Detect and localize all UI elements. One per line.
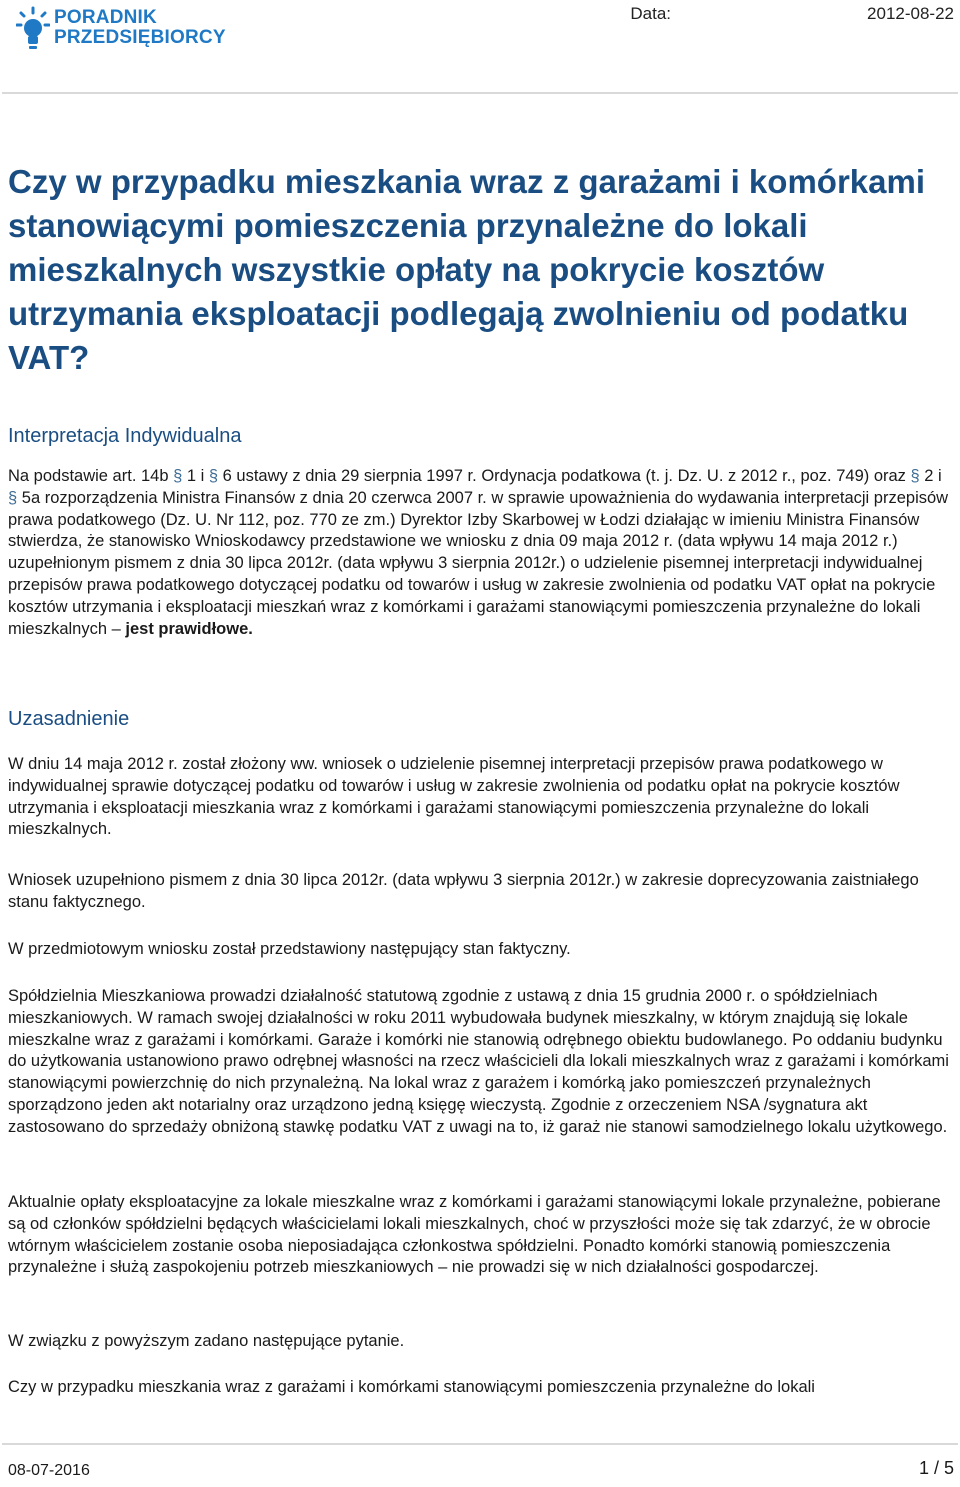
date-value: 2012-08-22: [867, 4, 954, 23]
logo-line2: PRZEDSIĘBIORCY: [54, 27, 226, 48]
intro-text-e: 5a rozporządzenia Ministra Finansów z dnia 20 czerwca 2007 r. w sprawie upoważnienia do wydawania interpretacji przepisów prawa podatkowego (Dz. U. Nr 112, poz. 770 ze zm.): [8, 488, 949, 529]
footer-date: 08-07-2016: [8, 1462, 90, 1479]
section-sign-icon: §: [173, 467, 187, 485]
date-label: Data:: [630, 4, 672, 23]
page-number: 1 / 5: [918, 1458, 954, 1478]
intro-text-c: 6 ustawy z dnia 29 sierpnia 1997 r. Ordynacja podatkowa (t. j. Dz. U. z 2012 r., poz. 749) oraz: [222, 467, 911, 485]
footer-divider: [2, 1443, 958, 1445]
intro-text-f: Dyrektor Izby Skarbowej w Łodzi działając w imieniu Ministra Finansów stwierdza, że stanowisko Wnioskodawcy przedstawione we wniosku z dnia 09 maja 2012 r. (data wpływu 14 maja 2012 r.) uzupełnionym pismem z dnia 30 lipca 2012r. (data wpływu 3 sierpnia 2012r.) o udzielenie pisemnej interpretacji indywidualnej przepisów prawa podatkowego dotyczącej podatku od towarów i usług w zakresie zwolnienia od podatku VAT opłat na pokrycie kosztów utrzymania i eksploatacji mieszkań wraz z komórkami i garażami stanowiącymi pomieszczenia przynależne do lokali mieszkalnych –: [8, 510, 936, 638]
paragraph: W przedmiotowym wniosku został przedstawiony następujący stan faktyczny.: [8, 940, 571, 958]
paragraph: Wniosek uzupełniono pismem z dnia 30 lipca 2012r. (data wpływu 3 sierpnia 2012r.) w zakresie doprecyzowania zaistniałego stanu faktycznego.: [8, 871, 919, 911]
paragraph: Aktualnie opłaty eksploatacyjne za lokale mieszkalne wraz z komórkami i garażami stanowiącymi lokale przynależne, pobierane są od członków spółdzielni będących właścicielami lokali mieszkalnych, choć w przyszłości może się tak zdarzyć, że w obrocie wtórnym właścicielem zostanie osoba nieposiadająca członkostwa spółdzielni. Ponadto komórki stanowią pomieszczenia przynależne i służą zaspokojeniu potrzeb mieszkaniowych – nie prowadzi się w nich działalności gospodarczej.: [8, 1193, 941, 1277]
page-header: [0, 0, 960, 92]
page-title: Czy w przypadku mieszkania wraz z garażami i komórkami stanowiącymi pomieszczenia przynależne do lokali mieszkalnych wszystkie opłaty na pokrycie kosztów utrzymania eksploatacji podlegają zwolnieniu od podatku VAT?: [8, 163, 926, 376]
section-sign-icon: §: [208, 467, 223, 485]
lightbulb-icon: [16, 6, 50, 52]
logo-text: [54, 8, 226, 48]
section-sign-icon: §: [910, 467, 925, 485]
logo-line1: PORADNIK: [54, 7, 157, 28]
paragraph: Spółdzielnia Mieszkaniowa prowadzi działalność statutową zgodnie z ustawą z dnia 15 grudnia 2000 r. o spółdzielniach mieszkaniowych. W ramach swojej działalności w roku 2011 wybudowała budynek mieszkalny, w którym znajdują się lokale mieszkalne wraz z garażami i komórkami. Garaże i komórki nie stanowią odrębnego obiektu budowlanego. Po oddaniu budynku do użytkowania ustanowiono prawo odrębnej własności na rzecz właścicieli dla lokali mieszkalnych wraz z garażami i komórkami stanowiącymi powierzchnię do nich przynależną. Na lokal wraz z garażem i komórką jako pomieszczeń przynależnych sporządzono jeden akt notarialny oraz urządzono jedną księgę wieczystą. Zgodnie z orzeczeniem NSA /sygnatura akt zastosowano do sprzedaży obniżoną stawkę podatku VAT z uwagi na to, iż garaż nie stanowi samodzielnego lokalu użytkowego.: [8, 987, 949, 1136]
date-line: [630, 4, 954, 24]
logo: [8, 2, 248, 56]
paragraph: W dniu 14 maja 2012 r. został złożony ww. wniosek o udzielenie pisemnej interpretacji przepisów prawa podatkowego w indywidualnej sprawie dotyczącej podatku od towarów i usług w zakresie zwolnienia od podatku opłat na pokrycie kosztów utrzymania i eksploatacji mieszkania wraz z komórkami i garażami stanowiącymi pomieszczenia przynależne do lokali mieszkalnych.: [8, 755, 900, 839]
section-heading-interpretation: Interpretacja Indywidualna: [8, 425, 242, 447]
intro-verdict: jest prawidłowe.: [125, 619, 253, 638]
intro-text-d: 2 i: [924, 467, 942, 485]
intro-text-a: Na podstawie art. 14b: [8, 467, 174, 485]
intro-paragraph: [8, 466, 954, 640]
paragraph: Czy w przypadku mieszkania wraz z garażami i komórkami stanowiącymi pomieszczenia przynależne do lokali: [8, 1378, 815, 1396]
header-divider: [2, 92, 958, 94]
intro-text-b: 1 i: [186, 467, 209, 485]
section-sign-icon: §: [8, 488, 22, 507]
section-heading-justification: Uzasadnienie: [8, 708, 130, 730]
paragraph: W związku z powyższym zadano następujące pytanie.: [8, 1332, 405, 1350]
